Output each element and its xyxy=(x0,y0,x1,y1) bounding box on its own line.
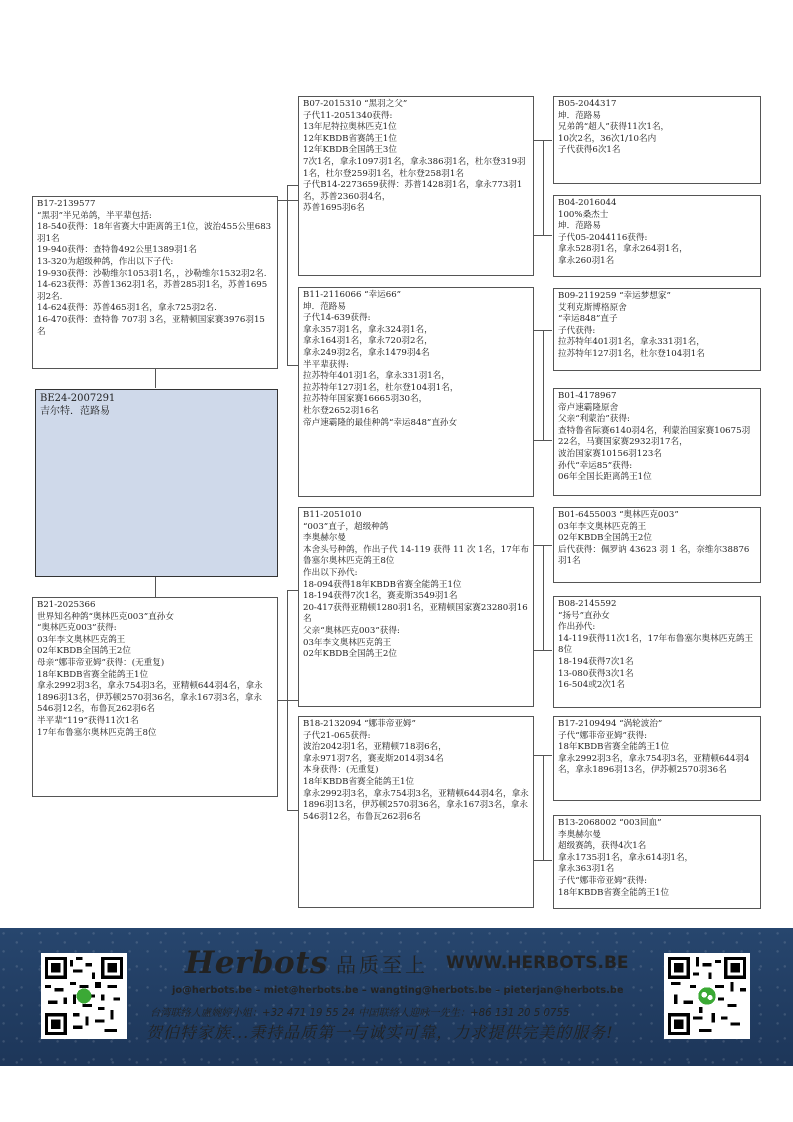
wechat-qr-code-graphic xyxy=(668,957,746,1035)
sire-dam-line: 杜尔登2652羽16名 xyxy=(303,405,379,416)
sire-sire-line: 7次1名，拿永1097羽1名，拿永386羽1名，杜尔登319羽1名，杜尔登259羽1名，杜尔登258羽1名 xyxy=(303,156,526,179)
dss-line: 03年李文奥林匹克鸽王 xyxy=(558,521,647,532)
dam-sire-line: 18-094获得18年KBDB省赛全能鸽王1位 xyxy=(303,579,462,590)
dam-line: 世界知名种鸽“奥林匹克003”直孙女 xyxy=(37,611,174,622)
sire-dam-line: 帝卢速霸隆的最佳种鸽“幸运848”直孙女 xyxy=(303,417,458,428)
qr-code-graphic xyxy=(45,957,123,1035)
sire-line: 14-624获得：苏普465羽1名，拿永725羽2名. xyxy=(37,303,217,314)
sds-line: 子代获得: xyxy=(558,325,596,336)
sire-dam-line: 坤．范路易 xyxy=(303,301,346,312)
dam-sire-card xyxy=(298,507,534,707)
connector-line xyxy=(155,369,156,388)
ddd-line: 李奥赫尔曼 xyxy=(558,829,601,840)
ddd-line: 拿永363羽1名 xyxy=(558,864,615,875)
subject-details xyxy=(40,405,273,418)
sss-line: 兄弟鸽“超人”获得11次1名， xyxy=(558,122,670,133)
sdd-ring-number: B01-4178967 xyxy=(558,391,617,401)
connector-line xyxy=(287,185,288,365)
sire-line: 18-540获得：18年省赛大中距离鸽王1位，波治455公里683羽1名 xyxy=(37,222,272,244)
dss-details xyxy=(558,522,756,568)
ddd-line: 18年KBDB省赛全能鸽王1位 xyxy=(558,887,670,898)
ssd-details xyxy=(558,210,756,268)
ddd-ring-number: B13-2068002 “003回血” xyxy=(558,818,662,828)
connector-line xyxy=(278,700,298,701)
sdd-line: 06年全国长距离鸽王1位 xyxy=(558,472,652,483)
dsd-line: 13-080获得3次1名 xyxy=(558,668,634,679)
dds-line: 拿永2992羽3名，拿永754羽3名，亚精顿644羽4名，拿永1896羽13名，伊苏顿2570羽36名 xyxy=(558,753,750,776)
connector-line xyxy=(543,330,544,440)
sdd-line: 孙代“幸运85”获得: xyxy=(558,460,633,471)
dss-card xyxy=(553,507,761,583)
dam-sire-line: 18-194获得7次1名，赛麦斯3549羽1名 xyxy=(303,591,458,602)
subject-card xyxy=(35,389,278,577)
footer-brand-row xyxy=(185,946,629,980)
dsd-details xyxy=(558,611,756,692)
footer-slogan: 品质至上 xyxy=(335,952,428,977)
footer-emails[interactable]: jo@herbots.be – miet@herbots.be – wangting@herbots.be – pieterjan@herbots.be xyxy=(172,985,624,996)
ddd-line: 超级赛鸽，获得4次1名 xyxy=(558,841,647,852)
sire-sire-details xyxy=(303,111,529,215)
sire-dam-line: 拉苏特年401羽1名，拿永331羽1名， xyxy=(303,371,450,382)
subject-ring-number: BE24-2007291 xyxy=(40,393,116,404)
sire-card xyxy=(32,196,278,369)
sdd-line: 查特鲁省际赛6140羽4名，利蒙治国家赛10675羽22名，马赛国家赛2932羽17名， xyxy=(558,425,751,448)
connector-line xyxy=(543,755,544,860)
sire-dam-line: 拉苏特年国家赛16665羽30名， xyxy=(303,394,428,405)
dam-sire-ring-number: B11-2051010 xyxy=(303,510,362,520)
dam-sire-line: 20-417获得亚精顿1280羽1名，亚精顿国家赛23280羽16名 xyxy=(303,602,528,625)
sire-line: 14-623获得：苏普1362羽1名，苏普285羽1名，苏普1695羽2名. xyxy=(37,280,268,302)
connector-line xyxy=(534,440,552,441)
connector-line xyxy=(287,590,288,810)
dam-dam-line: 18年KBDB省赛全能鸽王1位 xyxy=(303,776,415,787)
dss-ring-number: B01-6455003 “奥林匹克003” xyxy=(558,510,679,520)
connector-line xyxy=(287,810,298,811)
ddd-line: 拿永1735羽1名，拿永614羽1名， xyxy=(558,852,694,863)
dam-sire-line: 02年KBDB全国鸽王2位 xyxy=(303,649,397,660)
dds-line: 18年KBDB省赛全能鸽王1位 xyxy=(558,742,670,753)
sire-dam-line: 拿永357羽1名，拿永324羽1名， xyxy=(303,324,433,335)
connector-line xyxy=(543,140,544,235)
sire-dam-ring-number: B11-2116066 “幸运66” xyxy=(303,290,402,300)
sire-sire-card xyxy=(298,96,534,276)
dam-sire-line: 03年李文奥林匹克鸽王 xyxy=(303,637,392,648)
dam-dam-card xyxy=(298,716,534,908)
dsd-line: “扬号”直孙女 xyxy=(558,610,610,621)
connector-line xyxy=(287,185,298,186)
sire-line: 19-940获得：查特鲁492公里1389羽1名 xyxy=(37,245,197,256)
dsd-ring-number: B08-2145592 xyxy=(558,599,617,609)
wechat-qr-code-icon xyxy=(664,953,750,1039)
sire-dam-line: 拿永249羽2名，拿永1479羽4名 xyxy=(303,347,430,358)
sire-sire-line: 13年尼特拉奥林匹克1位 xyxy=(303,122,397,133)
sss-card xyxy=(553,96,761,184)
dsd-line: 14-119获得11次1名，17年布鲁塞尔奥林匹克鸽王8位 xyxy=(558,633,754,656)
sire-details xyxy=(37,211,273,339)
sds-line: “幸运848”直子 xyxy=(558,314,618,325)
ddd-card xyxy=(553,815,761,909)
herbots-logo: Herbots xyxy=(185,945,328,981)
dam-line: “奥林匹克003”获得: xyxy=(37,623,117,634)
sss-line: 子代获得6次1名 xyxy=(558,145,621,156)
ssd-line: 拿永528羽1名，拿永264羽1名， xyxy=(558,244,688,255)
dam-line: 17年布鲁塞尔奥林匹克鸽王8位 xyxy=(37,727,157,738)
sire-line: “黑羽”半兄弟鸽，半平辈包括: xyxy=(37,210,152,221)
dam-line: 半平辈“119”获得11次1名 xyxy=(37,715,139,726)
sire-sire-line: 子代11-2051340获得: xyxy=(303,110,393,121)
dss-line: 02年KBDB全国鸽王2位 xyxy=(558,533,652,544)
ddd-details xyxy=(558,830,756,900)
dam-line: 18年KBDB省赛全能鸽王1位 xyxy=(37,669,149,680)
sds-line: 拉苏特年127羽1名，杜尔登104羽1名 xyxy=(558,348,705,359)
connector-line xyxy=(155,577,156,597)
sire-sire-line: 12年KBDB全国鸽王3位 xyxy=(303,145,397,156)
sss-ring-number: B05-2044317 xyxy=(558,99,617,109)
sire-sire-line: 子代B14-2273659获得：苏普1428羽1名，拿永773羽1名，苏普2360羽4名， xyxy=(303,180,523,202)
dam-dam-ring-number: B18-2132094 “娜菲帝亚姆” xyxy=(303,719,416,729)
footer-contacts: 台湾联络人盧婉婷小姐：+32 471 19 55 24 中国联络人迎咏一先生：+86 131 20 5 0755 xyxy=(150,1008,570,1019)
dsd-card xyxy=(553,596,761,708)
sire-dam-details xyxy=(303,302,529,430)
dam-dam-details xyxy=(303,731,529,824)
connector-line xyxy=(534,235,552,236)
sds-details xyxy=(558,303,756,361)
dds-details xyxy=(558,731,756,777)
dam-line: 03年李文奥林匹克鸽王 xyxy=(37,634,126,645)
dam-dam-line: 波治2042羽1名，亚精顿718羽6名， xyxy=(303,742,447,753)
dam-line: 母亲“娜菲帝亚姆”获得：(无重复) xyxy=(37,657,165,668)
sire-sire-ring-number: B07-2015310 “黑羽之父” xyxy=(303,99,408,109)
sire-line: 13-320为超级种鸽，作出以下子代: xyxy=(37,256,174,267)
connector-line xyxy=(543,545,544,650)
website-link[interactable]: WWW.HERBOTS.BE xyxy=(445,953,629,973)
sds-card xyxy=(553,288,761,371)
dds-ring-number: B17-2109494 “涡轮波治” xyxy=(558,719,663,729)
sire-dam-line: 拿永164羽1名，拿永720羽2名， xyxy=(303,336,433,347)
dam-dam-line: 拿永2992羽3名，拿永754羽3名，亚精顿644羽4名，拿永1896羽13名，伊苏顿2570羽36名，拿永167羽3名，拿永546羽12名，布鲁瓦262羽6名 xyxy=(303,788,529,822)
dsd-line: 作出孙代: xyxy=(558,622,596,633)
sss-line: 10次2名，36次1/10名内 xyxy=(558,133,657,144)
dam-sire-line: “003”直子，超级种鸽 xyxy=(303,521,389,532)
sdd-details xyxy=(558,403,756,484)
sss-line: 坤．范路易 xyxy=(558,110,601,121)
sdd-line: 波治国家赛10156羽123名 xyxy=(558,448,662,459)
dds-card xyxy=(553,716,761,801)
sdd-line: 父亲“利蒙治”获得: xyxy=(558,414,630,425)
connector-line xyxy=(287,365,298,366)
sire-ring-number: B17-2139577 xyxy=(37,199,96,209)
dam-dam-line: 本身获得：(无重复) xyxy=(303,765,379,776)
dds-line: 子代“娜菲帝亚姆”获得: xyxy=(558,730,648,741)
sire-dam-line: 半平辈获得: xyxy=(303,359,349,370)
dam-sire-line: 本舍头号种鸽，作出子代 14-119 获得 11 次 1名，17年布鲁塞尔奥林匹克鸽王8位 xyxy=(303,544,529,567)
ssd-line: 坤．范路易 xyxy=(558,221,601,232)
sss-details xyxy=(558,111,756,157)
connector-line xyxy=(534,860,552,861)
dam-card xyxy=(32,597,278,797)
sire-sire-line: 苏普1695羽6名 xyxy=(303,203,365,214)
sdd-line: 帝卢速霸隆原舍 xyxy=(558,402,619,413)
connector-line xyxy=(287,590,298,591)
dsd-line: 16-504或2次1名 xyxy=(558,680,625,691)
dam-ring-number: B21-2025366 xyxy=(37,600,96,610)
connector-line xyxy=(534,650,552,651)
connector-line xyxy=(278,200,298,201)
sire-dam-line: 子代14-639获得: xyxy=(303,313,371,324)
ssd-line: 拿永260羽1名 xyxy=(558,255,615,266)
dam-line: 拿永2992羽3名，拿永754羽3名，亚精顿644羽4名，拿永1896羽13名，伊苏顿2570羽36名，拿永167羽3名，拿永546羽12名，布鲁瓦262羽6名 xyxy=(37,681,263,715)
sire-dam-card xyxy=(298,287,534,497)
dam-details xyxy=(37,612,273,740)
sds-line: 拉苏特年401羽1名，拿永331羽1名， xyxy=(558,337,705,348)
ssd-ring-number: B04-2016044 xyxy=(558,198,617,208)
sdd-card xyxy=(553,388,761,496)
ssd-line: 100%桑杰士 xyxy=(558,209,609,220)
dam-line: 02年KBDB全国鸽王2位 xyxy=(37,646,131,657)
dam-sire-line: 作出以下孙代: xyxy=(303,567,358,578)
footer-tagline: 贺伯特家族...秉持品质第一与诚实可靠，力求提供完美的服务! xyxy=(146,1023,614,1042)
qr-code-icon xyxy=(41,953,127,1039)
dam-sire-details xyxy=(303,522,529,661)
ssd-line: 子代05-2044116获得: xyxy=(558,232,648,243)
sds-line: 艾利克斯博格原舍 xyxy=(558,302,627,313)
dam-dam-line: 子代21-065获得: xyxy=(303,730,371,741)
dss-line: 后代获得：佩罗讷 43623 羽 1 名，奈维尔38876羽1名 xyxy=(558,544,750,567)
dsd-line: 18-194获得7次1名 xyxy=(558,656,634,667)
sire-sire-line: 12年KBDB省赛鸽王1位 xyxy=(303,133,397,144)
sire-line: 16-470获得：查特鲁 707羽 3名，亚精顿国家赛3976羽15名 xyxy=(37,314,265,337)
sire-line: 19-930获得：沙勒维尔1053羽1名，，沙勒维尔1532羽2名. xyxy=(37,268,267,279)
dam-sire-line: 父亲“奥林匹克003”获得: xyxy=(303,625,400,636)
dam-sire-line: 李奥赫尔曼 xyxy=(303,533,346,544)
sire-dam-line: 拉苏特年127羽1名，杜尔登104羽1名， xyxy=(303,382,459,393)
dam-dam-line: 拿永971羽7名，赛麦斯2014羽34名 xyxy=(303,753,444,764)
ddd-line: 子代“娜菲帝亚姆”获得: xyxy=(558,875,648,886)
sds-ring-number: B09-2119259 “幸运梦想家” xyxy=(558,291,671,301)
subject-line: 吉尔特．范路易 xyxy=(40,406,110,417)
ssd-card xyxy=(553,195,761,277)
